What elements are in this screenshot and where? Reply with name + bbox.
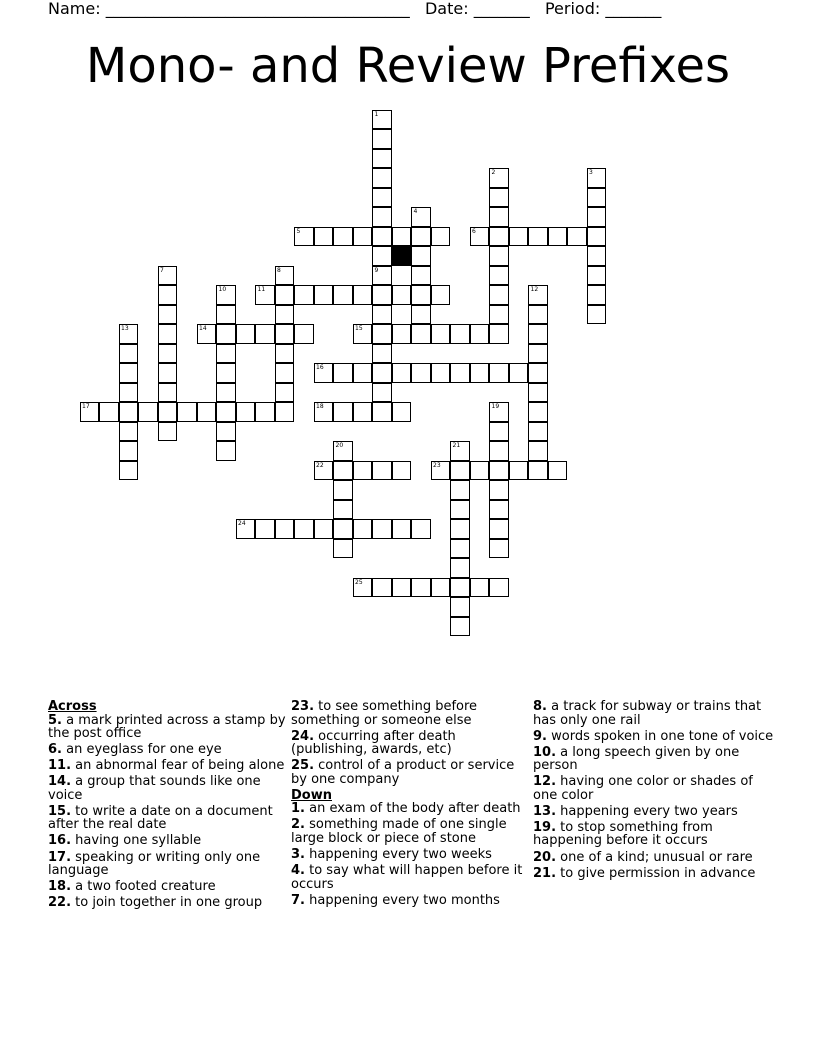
grid-cell[interactable] — [314, 519, 334, 539]
clue-text: words spoken in one tone of voice — [546, 728, 774, 744]
grid-cell[interactable] — [372, 461, 392, 481]
grid-cell[interactable] — [333, 227, 353, 247]
grid-cell[interactable] — [119, 324, 139, 344]
clue-text: having one syllable — [71, 833, 202, 849]
clue-text: one of a kind; unusual or rare — [556, 849, 753, 865]
clue-text: an abnormal fear of being alone — [71, 758, 285, 774]
grid-cell[interactable] — [489, 461, 509, 481]
grid-cell[interactable] — [119, 363, 139, 383]
grid-cell[interactable] — [353, 519, 373, 539]
clue-text: a track for subway or trains that has only one rail — [533, 699, 762, 728]
grid-cell[interactable] — [411, 266, 431, 286]
clue-number: 9. — [533, 728, 547, 744]
cell-number: 21 — [452, 442, 461, 449]
clue-text: happening every two weeks — [304, 846, 492, 862]
cell-number: 22 — [316, 461, 324, 469]
clue-number: 19. — [533, 819, 557, 835]
clue-text: happening every two months — [304, 892, 500, 908]
grid-cell[interactable] — [392, 461, 412, 481]
grid-cell[interactable] — [528, 285, 548, 305]
clue-number: 5. — [48, 712, 62, 728]
clue-number: 2. — [291, 817, 305, 833]
cell-number: 9 — [374, 266, 379, 274]
grid-cell[interactable] — [450, 480, 470, 500]
period-blank[interactable]: _______ — [605, 0, 662, 18]
clue-item — [48, 775, 290, 802]
grid-cell[interactable] — [158, 422, 178, 442]
grid-cell[interactable] — [138, 402, 158, 422]
grid-cell[interactable] — [509, 363, 529, 383]
grid-cell[interactable] — [333, 285, 353, 305]
clue-number: 17. — [48, 849, 72, 865]
clue-number: 8. — [533, 699, 547, 714]
clue-text: to write a date on a document after the real date — [48, 803, 273, 833]
grid-cell[interactable] — [392, 227, 412, 247]
grid-cell[interactable] — [489, 578, 509, 598]
grid-cell[interactable] — [509, 227, 529, 247]
grid-cell[interactable] — [411, 305, 431, 325]
grid-cell[interactable] — [314, 227, 334, 247]
grid-cell[interactable] — [411, 227, 431, 247]
clue-text: an exam of the body after death — [304, 801, 521, 817]
grid-cell[interactable] — [489, 441, 509, 461]
grid-cell[interactable] — [528, 227, 548, 247]
grid-cell[interactable] — [314, 363, 334, 383]
clue-number: 24. — [291, 728, 315, 744]
grid-cell[interactable] — [158, 363, 178, 383]
clue-item — [48, 851, 290, 878]
grid-cell[interactable] — [314, 402, 334, 422]
grid-cell[interactable] — [119, 461, 139, 481]
grid-cell[interactable] — [372, 363, 392, 383]
grid-cell[interactable] — [450, 441, 470, 461]
grid-cell[interactable] — [216, 324, 236, 344]
grid-cell[interactable] — [333, 363, 353, 383]
cell-number: 19 — [491, 403, 500, 410]
clue-text: speaking or writing only one language — [48, 849, 261, 879]
grid-cell[interactable] — [275, 402, 295, 422]
grid-cell[interactable] — [587, 266, 607, 286]
grid-cell[interactable] — [353, 578, 373, 598]
cell-number: 25 — [355, 578, 363, 586]
grid-cell[interactable] — [275, 383, 295, 403]
grid-cell[interactable] — [489, 266, 509, 286]
grid-cell[interactable] — [489, 246, 509, 266]
grid-cell[interactable] — [528, 383, 548, 403]
grid-cell[interactable] — [372, 188, 392, 208]
grid-cell[interactable] — [450, 461, 470, 481]
clue-item — [291, 848, 533, 862]
grid-cell[interactable] — [275, 266, 295, 286]
grid-cell[interactable] — [158, 324, 178, 344]
grid-cell[interactable] — [450, 500, 470, 520]
grid-cell[interactable] — [275, 344, 295, 364]
cell-number: 15 — [355, 325, 363, 332]
grid-cell[interactable] — [450, 597, 470, 617]
grid-cell[interactable] — [236, 519, 256, 539]
cell-number: 3 — [589, 169, 593, 176]
grid-cell[interactable] — [411, 246, 431, 266]
clue-item — [291, 894, 533, 908]
grid-cell[interactable] — [216, 402, 236, 422]
grid-cell[interactable] — [411, 519, 431, 539]
grid-cell[interactable] — [333, 461, 353, 481]
clue-item — [533, 700, 775, 727]
grid-cell[interactable] — [489, 285, 509, 305]
grid-cell[interactable] — [372, 344, 392, 364]
grid-cell[interactable] — [314, 461, 334, 481]
grid-cell[interactable] — [411, 363, 431, 383]
clue-item — [48, 805, 290, 832]
cell-number: 13 — [121, 325, 129, 332]
grid-cell[interactable] — [528, 363, 548, 383]
grid-cell[interactable] — [431, 578, 451, 598]
clue-text: to join together in one group — [71, 895, 263, 911]
grid-cell[interactable] — [470, 578, 490, 598]
cell-number: 17 — [82, 403, 90, 410]
clue-number: 7. — [291, 892, 305, 908]
grid-cell[interactable] — [411, 324, 431, 344]
clue-number: 25. — [291, 758, 315, 774]
grid-cell[interactable] — [392, 324, 412, 344]
grid-cell[interactable] — [587, 188, 607, 208]
clue-number: 11. — [48, 758, 72, 774]
grid-cell[interactable] — [119, 402, 139, 422]
grid-cell[interactable] — [528, 461, 548, 481]
grid-cell[interactable] — [197, 324, 217, 344]
clue-text: an eyeglass for one eye — [61, 742, 222, 758]
date-blank[interactable]: _______ — [473, 0, 530, 18]
clue-item — [48, 880, 290, 894]
clue-number: 20. — [533, 849, 557, 865]
grid-cell[interactable] — [528, 441, 548, 461]
grid-cell[interactable] — [294, 285, 314, 305]
grid-cell[interactable] — [372, 519, 392, 539]
clue-item — [533, 746, 775, 773]
grid-cell[interactable] — [372, 168, 392, 188]
grid-cell[interactable] — [333, 539, 353, 559]
grid-cell[interactable] — [450, 578, 470, 598]
grid-cell[interactable] — [353, 402, 373, 422]
grid-cell[interactable] — [255, 519, 275, 539]
clue-number: 23. — [291, 699, 315, 714]
grid-cell[interactable] — [392, 363, 412, 383]
grid-cell[interactable] — [587, 285, 607, 305]
grid-cell[interactable] — [333, 402, 353, 422]
grid-cell[interactable] — [177, 402, 197, 422]
across-clue-list-continued — [291, 700, 533, 786]
clue-text: something made of one single large block or piece of stone — [291, 817, 507, 846]
clue-item — [291, 700, 533, 727]
clue-item — [48, 714, 290, 741]
grid-cell[interactable] — [587, 305, 607, 325]
clue-item — [291, 759, 533, 786]
grid-cell[interactable] — [450, 539, 470, 559]
grid-cell[interactable] — [333, 500, 353, 520]
grid-cell[interactable] — [392, 578, 412, 598]
clue-text: to stop something from happening before it occurs — [533, 819, 713, 849]
grid-cell[interactable] — [158, 344, 178, 364]
grid-cell[interactable] — [372, 402, 392, 422]
clue-number: 3. — [291, 846, 305, 862]
cell-number: 8 — [277, 266, 281, 274]
grid-cell[interactable] — [548, 227, 568, 247]
grid-cell[interactable] — [528, 402, 548, 422]
grid-cell[interactable] — [158, 383, 178, 403]
grid-cell[interactable] — [489, 519, 509, 539]
clue-item — [533, 805, 775, 819]
grid-cell[interactable] — [372, 324, 392, 344]
clue-item — [533, 730, 775, 744]
name-label: Name: — [48, 0, 101, 18]
grid-cell[interactable] — [431, 363, 451, 383]
grid-cell[interactable] — [353, 227, 373, 247]
clue-number: 10. — [533, 744, 557, 760]
grid-cell[interactable] — [489, 422, 509, 442]
name-blank[interactable]: ______________________________________ — [105, 0, 410, 18]
grid-cell[interactable] — [216, 285, 236, 305]
clue-text: a group that sounds like one voice — [48, 774, 261, 803]
grid-cell[interactable] — [528, 324, 548, 344]
grid-cell[interactable] — [372, 149, 392, 169]
cell-number: 16 — [316, 364, 324, 371]
grid-cell[interactable] — [216, 383, 236, 403]
grid-cell[interactable] — [294, 227, 314, 247]
cell-number: 24 — [238, 520, 246, 527]
clue-item — [48, 759, 290, 773]
clue-text: to give permission in advance — [556, 865, 756, 881]
grid-cell[interactable] — [450, 363, 470, 383]
grid-cell[interactable] — [587, 207, 607, 227]
clue-number: 14. — [48, 774, 72, 790]
clue-number: 4. — [291, 863, 305, 879]
grid-cell[interactable] — [275, 519, 295, 539]
clue-text: to say what will happen before it occurs — [291, 863, 523, 892]
grid-cell[interactable] — [236, 324, 256, 344]
grid-cell[interactable] — [470, 324, 490, 344]
grid-cell[interactable] — [275, 305, 295, 325]
clue-text: to see something before something or someone else — [291, 699, 478, 728]
clue-text: control of a product or service by one company — [291, 758, 515, 787]
grid-cell[interactable] — [216, 422, 236, 442]
grid-cell[interactable] — [158, 305, 178, 325]
clue-item — [291, 864, 533, 891]
clue-number: 1. — [291, 801, 305, 817]
grid-cell[interactable] — [216, 305, 236, 325]
cell-number: 6 — [472, 227, 476, 235]
grid-cell[interactable] — [372, 578, 392, 598]
grid-cell[interactable] — [431, 227, 451, 247]
grid-cell[interactable] — [80, 402, 100, 422]
clue-item — [291, 730, 533, 757]
grid-cell[interactable] — [353, 285, 373, 305]
cell-number: 18 — [316, 403, 324, 410]
grid-cell[interactable] — [314, 285, 334, 305]
clue-text: having one color or shades of one color — [533, 774, 753, 803]
grid-cell[interactable] — [431, 324, 451, 344]
grid-cell[interactable] — [275, 363, 295, 383]
grid-cell[interactable] — [216, 441, 236, 461]
grid-cell[interactable] — [255, 324, 275, 344]
cell-number: 20 — [335, 442, 344, 449]
grid-cell[interactable] — [431, 285, 451, 305]
grid-cell[interactable] — [372, 207, 392, 227]
grid-cell[interactable] — [216, 363, 236, 383]
cell-number: 12 — [530, 286, 539, 293]
grid-cell[interactable] — [450, 519, 470, 539]
grid-cell[interactable] — [158, 285, 178, 305]
grid-cell[interactable] — [528, 422, 548, 442]
grid-cell[interactable] — [450, 617, 470, 637]
grid-cell[interactable] — [450, 324, 470, 344]
grid-cell[interactable] — [372, 129, 392, 149]
date-label: Date: — [424, 0, 469, 18]
down-clue-list-continued — [533, 700, 775, 880]
grid-cell[interactable] — [489, 402, 509, 422]
grid-cell[interactable] — [197, 402, 217, 422]
grid-cell[interactable] — [548, 461, 568, 481]
grid-cell[interactable] — [587, 168, 607, 188]
grid-cell[interactable] — [372, 110, 392, 130]
clue-number: 13. — [533, 803, 557, 819]
grid-cell[interactable] — [119, 422, 139, 442]
clue-item — [291, 802, 533, 816]
grid-cell[interactable] — [489, 500, 509, 520]
grid-cell[interactable] — [450, 558, 470, 578]
grid-cell[interactable] — [158, 402, 178, 422]
grid-cell[interactable] — [372, 383, 392, 403]
clue-number: 6. — [48, 742, 62, 758]
cell-number: 7 — [160, 266, 164, 274]
blocked-cell — [392, 246, 412, 266]
grid-cell[interactable] — [470, 363, 490, 383]
grid-cell[interactable] — [294, 324, 314, 344]
clue-item — [533, 867, 775, 881]
grid-cell[interactable] — [158, 266, 178, 286]
grid-cell[interactable] — [216, 344, 236, 364]
clue-item — [48, 743, 290, 757]
grid-cell[interactable] — [372, 305, 392, 325]
clue-number: 12. — [533, 774, 557, 790]
clue-column-2 — [291, 700, 533, 910]
clue-number: 15. — [48, 803, 72, 819]
grid-cell[interactable] — [392, 285, 412, 305]
grid-cell[interactable] — [275, 324, 295, 344]
grid-cell[interactable] — [489, 227, 509, 247]
grid-cell[interactable] — [236, 402, 256, 422]
grid-cell[interactable] — [333, 480, 353, 500]
clue-item — [291, 818, 533, 845]
grid-cell[interactable] — [275, 285, 295, 305]
grid-cell[interactable] — [353, 324, 373, 344]
clue-text: a mark printed across a stamp by the post office — [48, 712, 286, 741]
cell-number: 23 — [433, 461, 441, 469]
period-label: Period: — [544, 0, 601, 18]
grid-cell[interactable] — [372, 227, 392, 247]
across-clue-list — [48, 714, 290, 910]
clue-item — [48, 896, 290, 910]
clue-item — [533, 821, 775, 848]
clue-number: 18. — [48, 879, 72, 895]
cell-number: 1 — [374, 110, 379, 118]
down-heading: Down — [291, 787, 332, 803]
grid-cell[interactable] — [294, 519, 314, 539]
grid-cell[interactable] — [509, 461, 529, 481]
grid-cell[interactable] — [411, 285, 431, 305]
down-clue-list — [291, 802, 533, 907]
grid-cell[interactable] — [489, 188, 509, 208]
grid-cell[interactable] — [372, 246, 392, 266]
grid-cell[interactable] — [528, 344, 548, 364]
grid-cell[interactable] — [489, 168, 509, 188]
clue-item — [48, 834, 290, 848]
grid-cell[interactable] — [489, 363, 509, 383]
grid-cell[interactable] — [353, 363, 373, 383]
clue-item — [533, 851, 775, 865]
across-heading: Across — [48, 699, 97, 714]
clue-number: 16. — [48, 833, 72, 849]
cell-number: 5 — [296, 227, 301, 235]
grid-cell[interactable] — [489, 305, 509, 325]
grid-cell[interactable] — [392, 519, 412, 539]
clue-number: 22. — [48, 895, 72, 911]
cell-number: 14 — [199, 325, 207, 332]
grid-cell[interactable] — [470, 227, 490, 247]
grid-cell[interactable] — [119, 344, 139, 364]
puzzle-title: Mono- and Review Prefixes — [85, 38, 731, 94]
grid-cell[interactable] — [255, 285, 275, 305]
cell-number: 4 — [413, 208, 418, 215]
grid-cell[interactable] — [411, 207, 431, 227]
grid-cell[interactable] — [119, 383, 139, 403]
grid-cell[interactable] — [353, 461, 373, 481]
grid-cell[interactable] — [567, 227, 587, 247]
cell-number: 2 — [491, 169, 496, 176]
grid-cell[interactable] — [528, 305, 548, 325]
clue-text: occurring after death (publishing, awards, etc) — [291, 728, 456, 758]
grid-cell[interactable] — [392, 402, 412, 422]
grid-cell[interactable] — [411, 578, 431, 598]
grid-cell[interactable] — [255, 402, 275, 422]
grid-cell[interactable] — [587, 246, 607, 266]
cell-number: 10 — [218, 286, 227, 293]
clue-text: a long speech given by one person — [533, 744, 740, 774]
grid-cell[interactable] — [372, 285, 392, 305]
grid-cell[interactable] — [489, 324, 509, 344]
grid-cell[interactable] — [99, 402, 119, 422]
grid-cell[interactable] — [119, 441, 139, 461]
clue-text: a two footed creature — [71, 879, 216, 895]
clue-column-1 — [48, 700, 290, 912]
clue-item — [533, 775, 775, 802]
grid-cell[interactable] — [489, 207, 509, 227]
cell-number: 11 — [257, 286, 266, 293]
clue-column-3 — [533, 700, 775, 883]
grid-cell[interactable] — [372, 266, 392, 286]
grid-cell[interactable] — [333, 441, 353, 461]
grid-cell[interactable] — [333, 519, 353, 539]
grid-cell[interactable] — [587, 227, 607, 247]
grid-cell[interactable] — [489, 539, 509, 559]
clue-number: 21. — [533, 865, 557, 881]
grid-cell[interactable] — [489, 480, 509, 500]
grid-cell[interactable] — [470, 461, 490, 481]
clue-text: happening every two years — [556, 803, 738, 819]
grid-cell[interactable] — [431, 461, 451, 481]
